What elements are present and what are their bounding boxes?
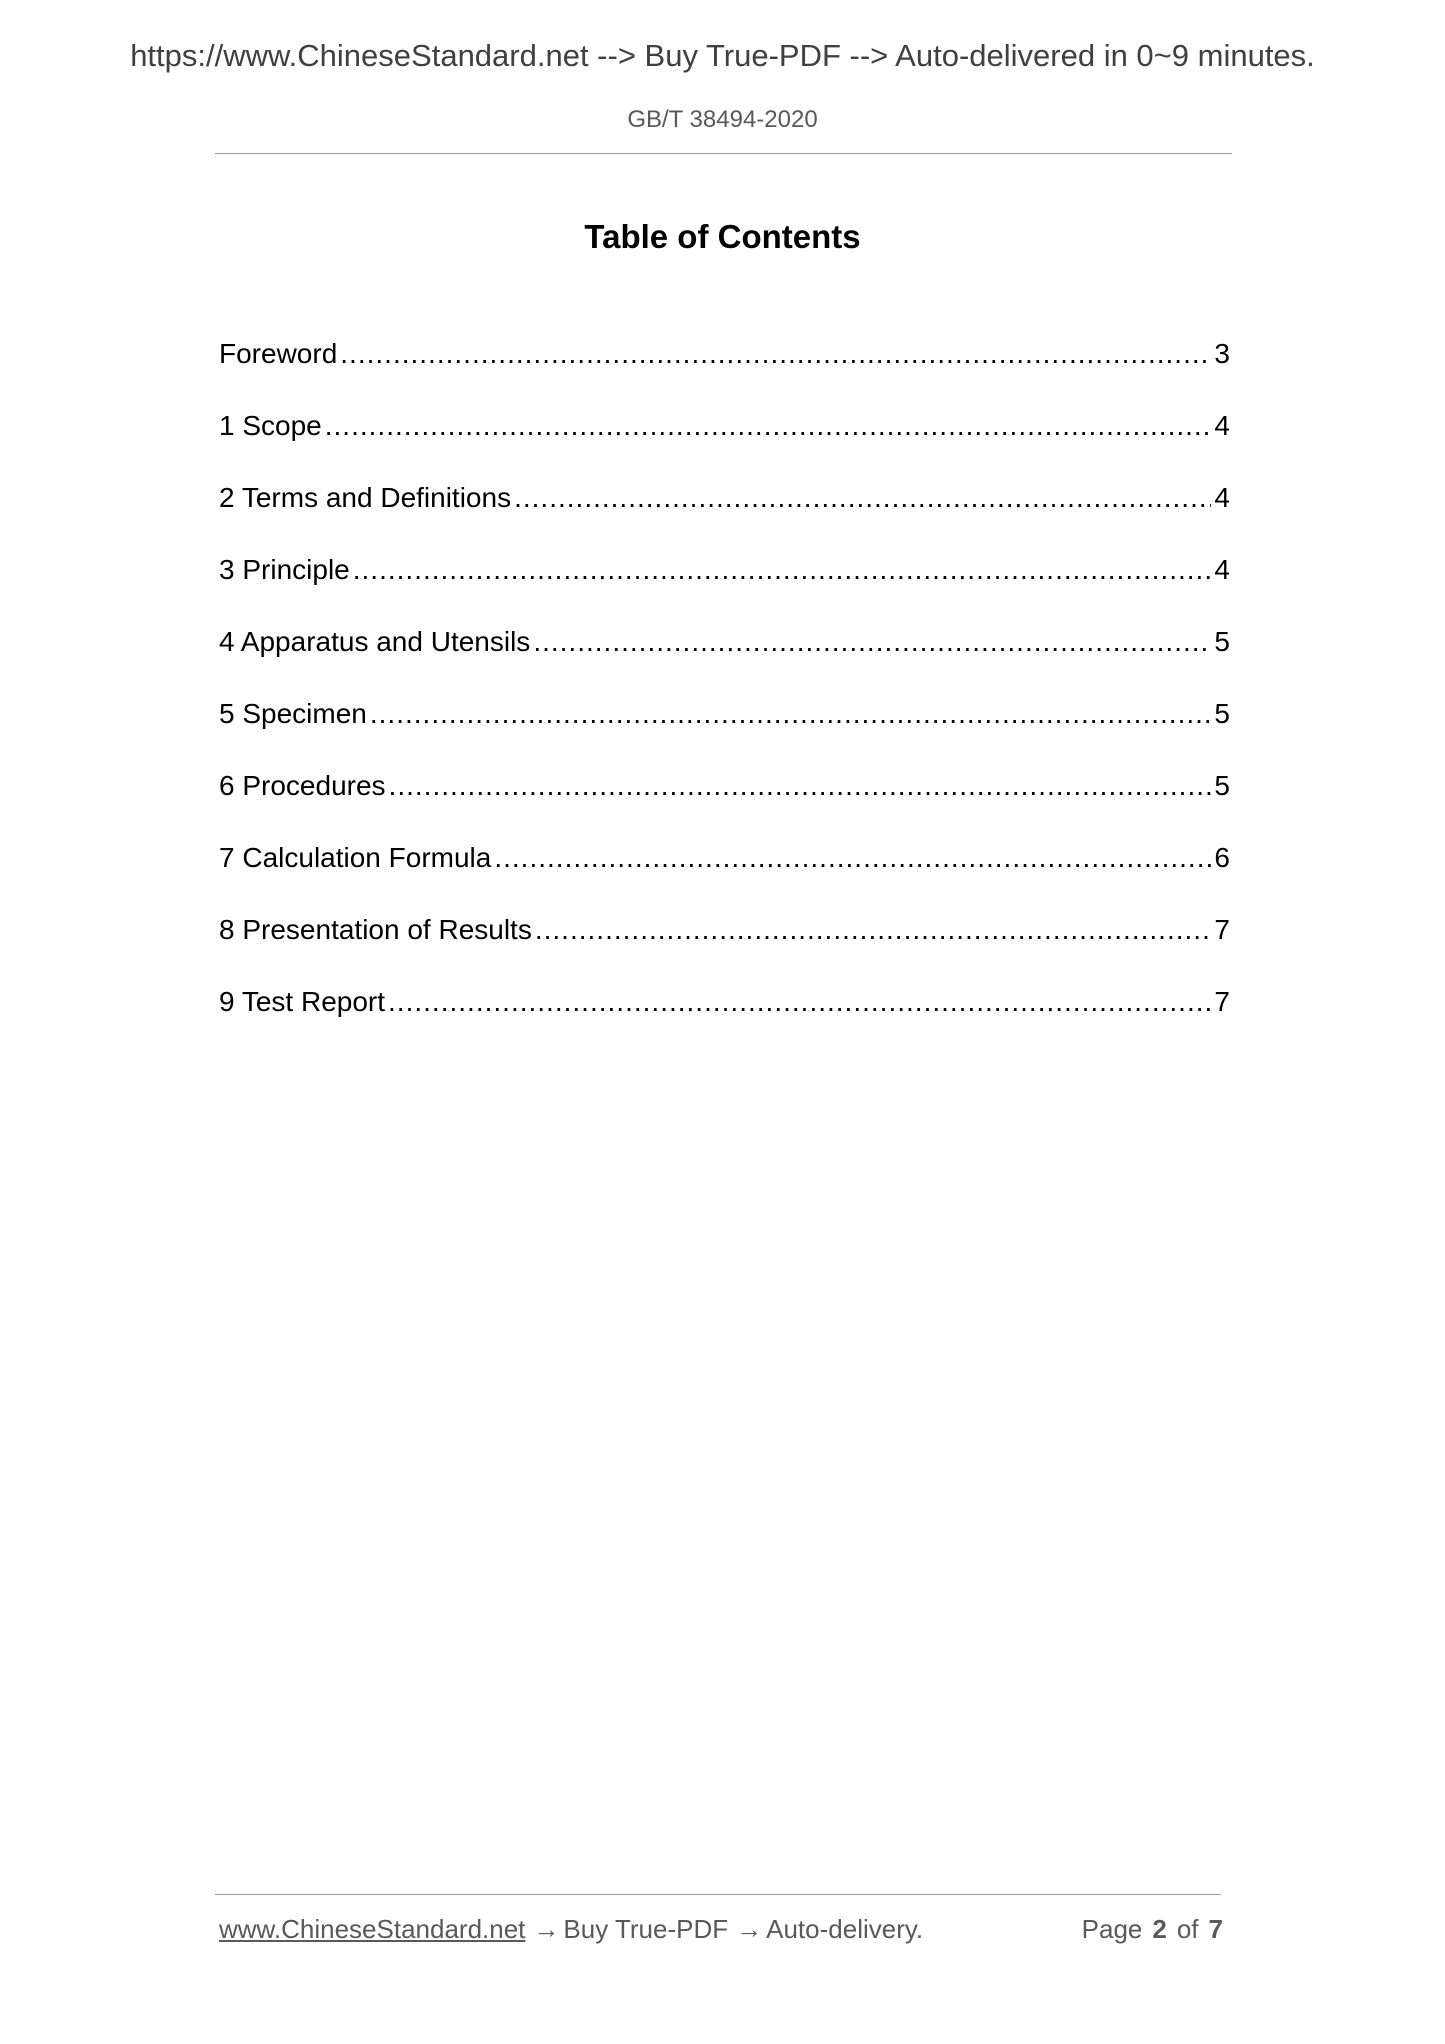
toc-entry-calculation-formula[interactable] xyxy=(219,842,1230,914)
toc-entry-presentation-of-results[interactable] xyxy=(219,914,1230,986)
toc-dot-leader xyxy=(533,626,1211,658)
standard-code: GB/T 38494-2020 xyxy=(627,106,818,133)
toc-entry-principle[interactable] xyxy=(219,554,1230,626)
toc-dot-leader xyxy=(535,914,1212,946)
toc-dot-leader xyxy=(340,338,1211,370)
page-current: 2 xyxy=(1152,1914,1167,1944)
toc-entry-page: 4 xyxy=(1214,482,1230,513)
toc-title: Table of Contents xyxy=(584,218,861,255)
toc-dot-leader xyxy=(353,554,1212,586)
toc-entry-label: 4 Apparatus and Utensils xyxy=(219,626,531,657)
buy-true-pdf-text: Buy True-PDF xyxy=(563,1914,729,1944)
toc-entry-foreword[interactable] xyxy=(219,338,1230,410)
toc-entry-scope[interactable] xyxy=(219,410,1230,482)
toc-dot-leader xyxy=(389,770,1212,802)
toc-entry-label: 8 Presentation of Results xyxy=(219,914,532,945)
toc-dot-leader xyxy=(388,986,1211,1018)
toc-entry-terms-and-definitions[interactable] xyxy=(219,482,1230,554)
page-of-label: of xyxy=(1176,1914,1199,1944)
toc-dot-leader xyxy=(494,842,1211,874)
toc-entry-label: 1 Scope xyxy=(219,410,322,441)
toc-entry-label: 5 Specimen xyxy=(219,698,367,729)
page-indicator xyxy=(1082,1914,1223,1945)
toc-entry-label: 6 Procedures xyxy=(219,770,386,801)
toc-list xyxy=(219,338,1230,1058)
toc-entry-label: Foreword xyxy=(219,338,338,369)
footer-promo xyxy=(219,1914,923,1945)
toc-entry-label: 2 Terms and Definitions xyxy=(219,482,512,513)
page-label: Page xyxy=(1081,1914,1143,1944)
toc-entry-page: 5 xyxy=(1214,770,1230,801)
toc-dot-leader xyxy=(325,410,1212,442)
toc-entry-page: 7 xyxy=(1214,914,1230,945)
auto-delivery-text: Auto-delivery. xyxy=(766,1914,924,1944)
toc-entry-specimen[interactable] xyxy=(219,698,1230,770)
header-divider xyxy=(215,153,1232,154)
header-banner: https://www.ChineseStandard.net --> Buy True-PDF --> Auto-delivered in 0~9 minutes. xyxy=(130,38,1315,73)
toc-entry-page: 6 xyxy=(1214,842,1230,873)
toc-dot-leader xyxy=(514,482,1211,514)
toc-entry-label: 3 Principle xyxy=(219,554,350,585)
toc-entry-page: 4 xyxy=(1214,410,1230,441)
arrow-right-icon: → xyxy=(533,1914,560,1944)
footer-divider xyxy=(215,1894,1221,1895)
toc-entry-label: 7 Calculation Formula xyxy=(219,842,492,873)
toc-entry-label: 9 Test Report xyxy=(219,986,386,1017)
toc-entry-page: 3 xyxy=(1214,338,1230,369)
toc-entry-page: 7 xyxy=(1214,986,1230,1017)
toc-entry-page: 4 xyxy=(1214,554,1230,585)
toc-entry-procedures[interactable] xyxy=(219,770,1230,842)
page-total: 7 xyxy=(1208,1914,1223,1944)
toc-entry-apparatus-and-utensils[interactable] xyxy=(219,626,1230,698)
toc-dot-leader xyxy=(370,698,1212,730)
toc-entry-page: 5 xyxy=(1214,698,1230,729)
arrow-right-icon: → xyxy=(736,1914,763,1944)
site-link[interactable]: www.ChineseStandard.net xyxy=(219,1914,526,1944)
toc-entry-test-report[interactable] xyxy=(219,986,1230,1058)
toc-entry-page: 5 xyxy=(1214,626,1230,657)
